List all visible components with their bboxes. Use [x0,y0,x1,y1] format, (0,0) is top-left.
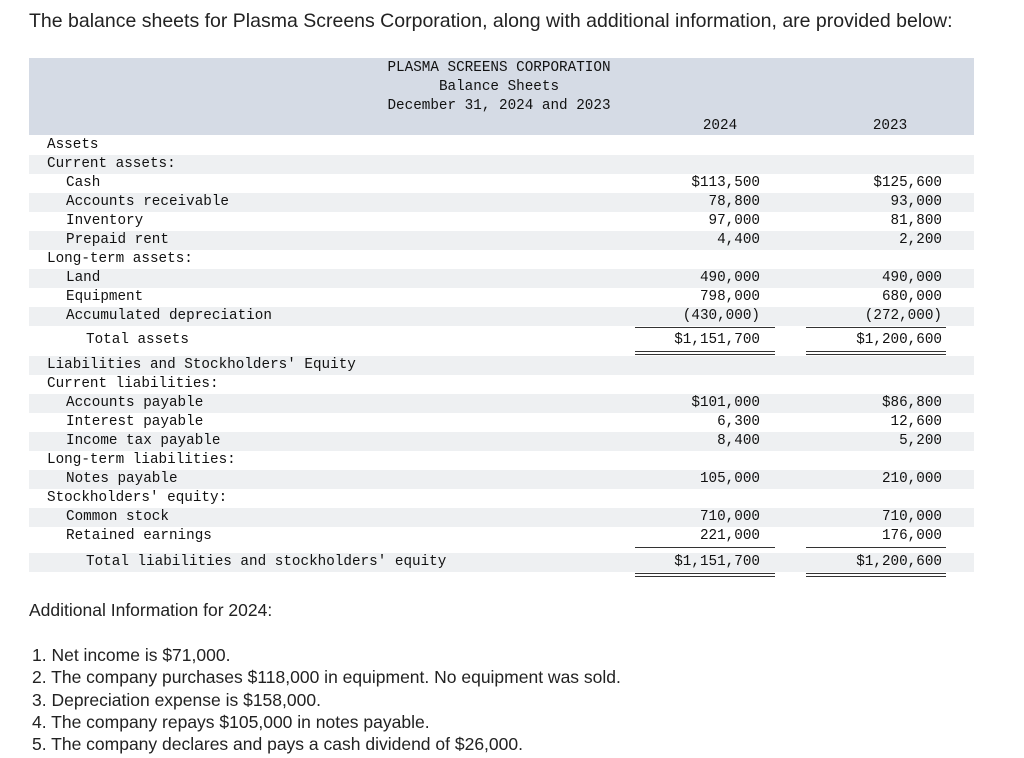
value-2023: 2,200 [899,232,942,248]
row-label: Total liabilities and stockholders' equity [86,554,447,570]
value-2024: 798,000 [699,289,760,305]
value-2023: 176,000 [881,528,942,544]
row-label: Liabilities and Stockholders' Equity [47,357,356,373]
table-row [29,470,974,489]
table-row [29,451,974,470]
table-row [29,527,974,546]
row-label: Total assets [86,332,189,348]
value-2024: 97,000 [708,213,760,229]
total-double-rule [635,351,775,352]
row-label: Stockholders' equity: [47,490,228,506]
row-label: Assets [47,137,99,153]
note-item: 4. The company repays $105,000 in notes payable. [32,711,430,732]
subtotal-rule [806,327,946,328]
statement-title: Balance Sheets [438,79,560,95]
value-2023: 5,200 [899,433,942,449]
row-label: Accounts receivable [66,194,230,210]
row-label: Accumulated depreciation [66,308,272,324]
note-item: 1. Net income is $71,000. [32,645,231,665]
row-label: Equipment [66,289,144,305]
column-header-2023: 2023 [872,118,908,134]
row-label: Common stock [66,509,169,525]
subtotal-rule [806,547,946,548]
value-2024: 6,300 [717,414,760,430]
table-row [29,394,974,413]
value-2024: 105,000 [699,471,760,487]
row-label: Notes payable [66,471,178,487]
intro-text: The balance sheets for Plasma Screens Corporation, along with additional information, are provided below: [29,10,953,32]
row-label: Current liabilities: [47,376,219,392]
table-row [29,288,974,307]
column-header-2024: 2024 [702,118,738,134]
row-label: Accounts payable [66,395,204,411]
row-label: Income tax payable [66,433,221,449]
table-row [29,136,974,155]
row-label: Cash [66,175,101,191]
table-row [29,155,974,174]
row-label: Retained earnings [66,528,212,544]
table-row [29,432,974,451]
note-item: 2. The company purchases $118,000 in equipment. No equipment was sold. [32,667,621,688]
note-item: 3. Depreciation expense is $158,000. [32,689,321,710]
total-double-rule [635,576,775,577]
value-2024: 221,000 [699,528,760,544]
table-row [29,193,974,212]
value-2024: $101,000 [691,395,760,411]
value-2024: (430,000) [682,308,760,324]
value-2023: 81,800 [890,213,942,229]
value-2023: $1,200,600 [856,332,942,348]
value-2024: 490,000 [699,270,760,286]
value-2023: $1,200,600 [856,554,942,570]
value-2023: 210,000 [881,471,942,487]
total-double-rule [806,576,946,577]
table-row [29,489,974,508]
additional-info-title: Additional Information for 2024: [29,600,273,620]
value-2023: $125,600 [873,175,942,191]
table-row [29,553,974,572]
value-2024: $1,151,700 [674,332,760,348]
value-2024: 8,400 [717,433,760,449]
balance-sheet-table [29,58,974,578]
header-title-block [369,58,629,135]
row-label: Inventory [66,213,144,229]
value-2023: 710,000 [881,509,942,525]
table-row [29,269,974,288]
value-2024: 4,400 [717,232,760,248]
table-row [29,250,974,269]
row-label: Interest payable [66,414,204,430]
value-2024: $113,500 [691,175,760,191]
subtotal-rule [635,327,775,328]
subtotal-rule [635,547,775,548]
row-label: Long-term liabilities: [47,452,236,468]
total-double-rule [635,354,775,355]
table-row [29,413,974,432]
row-label: Land [66,270,101,286]
value-2023: 12,600 [890,414,942,430]
total-double-rule [806,354,946,355]
table-row [29,375,974,394]
total-double-rule [635,573,775,574]
table-header [29,58,974,135]
table-row [29,331,974,350]
statement-date: December 31, 2024 and 2023 [387,98,611,114]
value-2023: 490,000 [881,270,942,286]
row-label: Current assets: [47,156,176,172]
value-2024: 710,000 [699,509,760,525]
row-label: Prepaid rent [66,232,169,248]
value-2023: $86,800 [881,395,942,411]
table-row [29,212,974,231]
table-row [29,174,974,193]
company-name: PLASMA SCREENS CORPORATION [387,60,611,76]
value-2024: $1,151,700 [674,554,760,570]
note-item: 5. The company declares and pays a cash dividend of $26,000. [32,734,523,755]
value-2024: 78,800 [708,194,760,210]
value-2023: (272,000) [864,308,942,324]
row-label: Long-term assets: [47,251,193,267]
additional-info-list [32,644,621,755]
table-row [29,307,974,326]
table-row [29,231,974,250]
value-2023: 680,000 [881,289,942,305]
total-double-rule [806,573,946,574]
total-double-rule [806,351,946,352]
table-row [29,508,974,527]
table-row [29,356,974,375]
value-2023: 93,000 [890,194,942,210]
